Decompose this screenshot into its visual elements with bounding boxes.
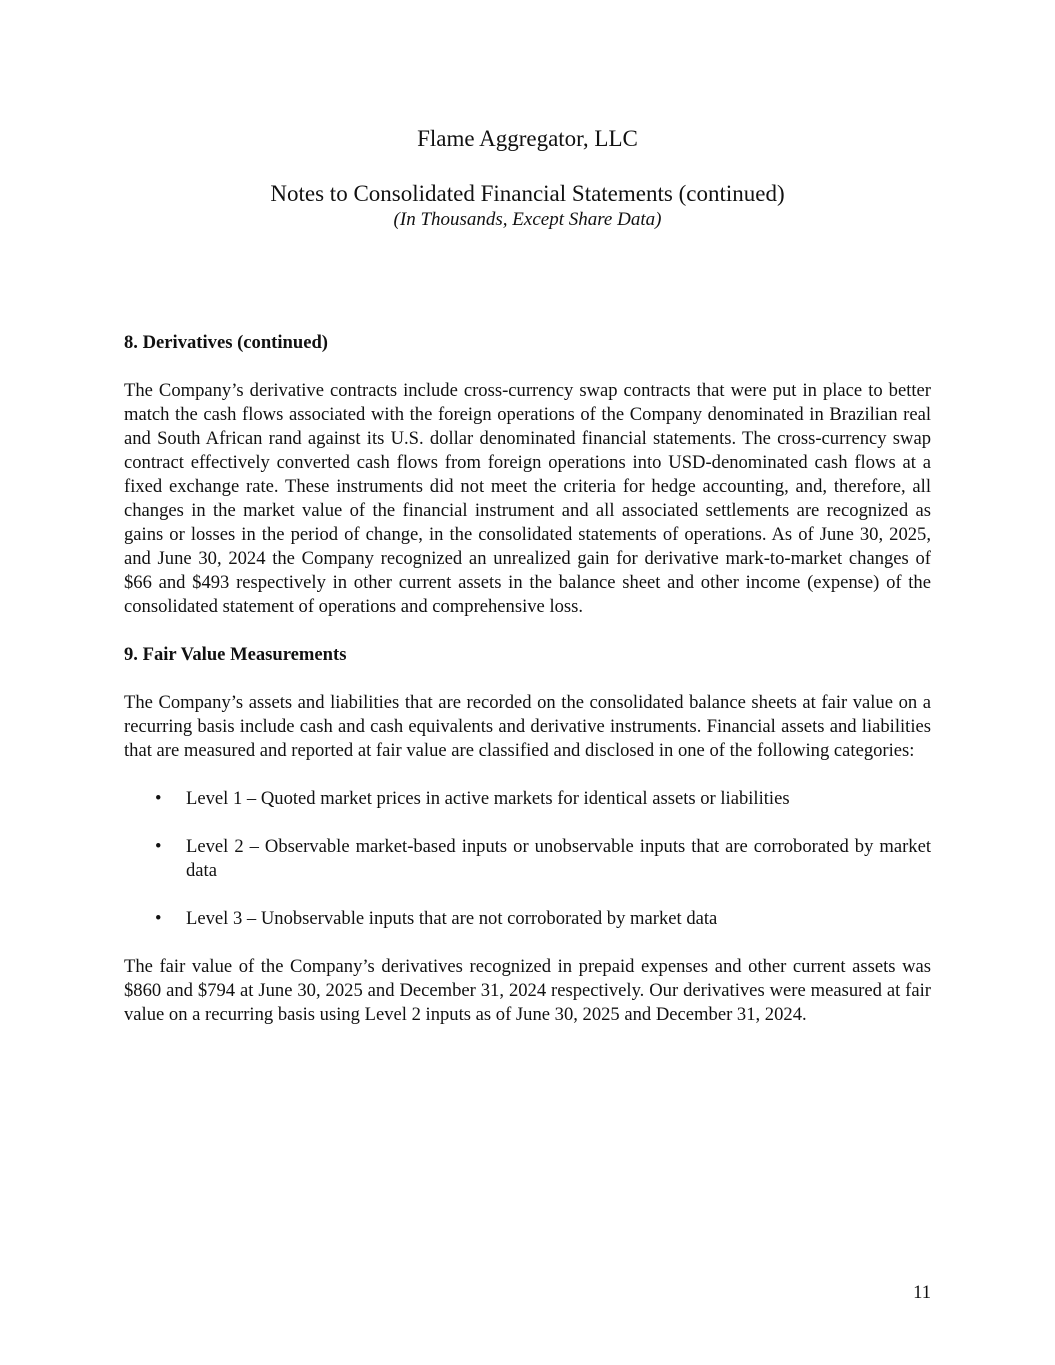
list-item (124, 907, 931, 931)
level-3-text: Level 3 – Unobservable inputs that are not corroborated by market data (186, 908, 718, 929)
list-item (124, 835, 931, 883)
list-item (124, 787, 931, 811)
bullet-icon: • (155, 836, 162, 857)
level-2-text: Level 2 – Observable market-based inputs or unobservable inputs that are corroborated by market data (186, 836, 931, 881)
page-number: 11 (913, 1282, 931, 1303)
section-9-heading: 9. Fair Value Measurements (124, 644, 347, 665)
section-9-closing: The fair value of the Company’s derivatives recognized in prepaid expenses and other current assets was $860 and $794 at June 30, 2025 and December 31, 2024 respectively. Our derivatives were measured at fair value on a recurring basis using Level 2 inputs as of June 30, 2025 and December 31, 2024. (124, 956, 931, 1025)
section-8-paragraph: The Company’s derivative contracts include cross-currency swap contracts that were put in place to better match the cash flows associated with the foreign operations of the Company denominated in Brazilian real and South African rand against its U.S. dollar denominated financial statements. The cross-currency swap contract effectively converted cash flows from foreign operations into USD-denominated cash flows at a fixed exchange rate. These instruments did not meet the criteria for hedge accounting, and, therefore, all changes in the market value of the financial instrument and all associated settlements are recognized as gains or losses in the period of change, in the consolidated statements of operations. As of June 30, 2025, and June 30, 2024 the Company recognized an unrealized gain for derivative mark-to-market changes of $66 and $493 respectively in other current assets in the balance sheet and other income (expense) of the consolidated statement of operations and comprehensive loss. (124, 380, 931, 617)
units-subtitle: (In Thousands, Except Share Data) (393, 209, 662, 230)
bullet-icon: • (155, 908, 162, 929)
section-8-heading: 8. Derivatives (continued) (124, 332, 328, 353)
body-content (124, 331, 931, 1027)
level-1-text: Level 1 – Quoted market prices in active markets for identical assets or liabilities (186, 788, 790, 809)
bullet-icon: • (155, 788, 162, 809)
fair-value-levels-list (124, 787, 931, 931)
section-9-intro: The Company’s assets and liabilities that are recorded on the consolidated balance sheets at fair value on a recurring basis include cash and cash equivalents and derivative instruments. Financial assets and liabilities that are measured and reported at fair value are classified and disclosed in one of the following categories: (124, 692, 931, 761)
company-name: Flame Aggregator, LLC (417, 126, 638, 151)
notes-title: Notes to Consolidated Financial Statements (continued) (270, 181, 785, 206)
